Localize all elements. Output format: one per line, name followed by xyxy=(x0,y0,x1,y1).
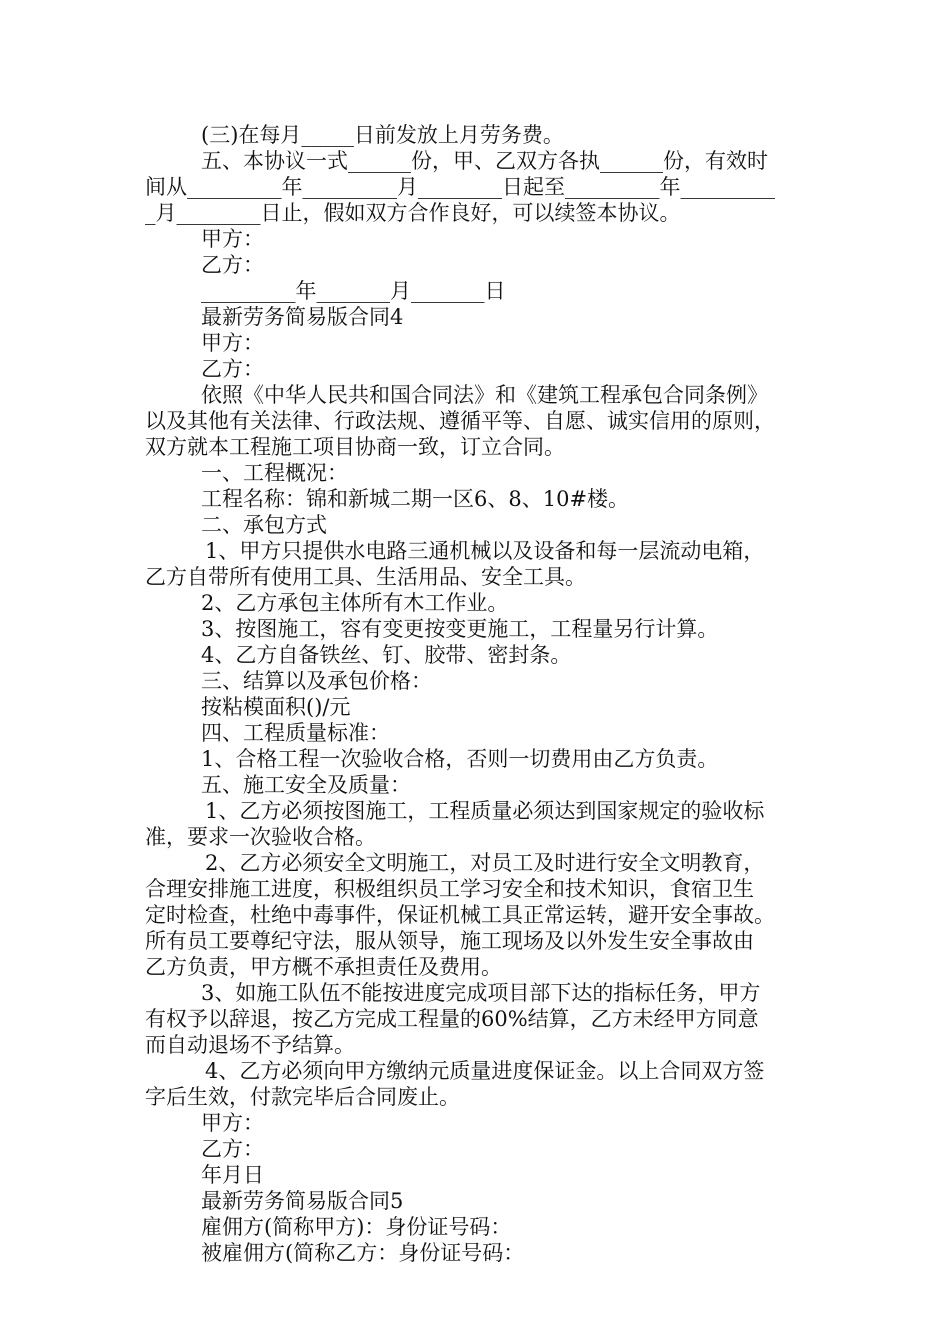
text-line: 乙方负责，甲方概不承担责任及费用。 xyxy=(145,955,502,979)
text-line: 乙方： xyxy=(201,253,264,277)
text-line: 乙方： xyxy=(201,357,264,381)
text-line: 三、结算以及承包价格： xyxy=(201,669,432,693)
text-line: 字后生效，付款完毕后合同废止。 xyxy=(145,1085,460,1109)
text-line: 年月日 xyxy=(201,1163,264,1187)
text-line: 五、本协议一式______份，甲、乙双方各执______份，有效时 xyxy=(201,149,768,173)
text-line: 工程名称：锦和新城二期一区6、8、10#楼。 xyxy=(201,487,630,511)
text-line: 甲方： xyxy=(201,1111,264,1135)
text-line: 依照《中华人民共和国合同法》和《建筑工程承包合同条例》 xyxy=(201,383,768,407)
text-line: 最新劳务简易版合同5 xyxy=(201,1189,404,1213)
text-line: 3、如施工队伍不能按进度完成项目部下达的指标任务，甲方 xyxy=(201,981,761,1005)
text-line: 双方就本工程施工项目协商一致，订立合同。 xyxy=(145,435,565,459)
text-line: 乙方： xyxy=(201,1137,264,1161)
text-line: _________年_______月_______日 xyxy=(201,279,506,303)
text-line: 4、乙方必须向甲方缴纳元质量进度保证金。以上合同双方签 xyxy=(205,1059,765,1083)
text-line: 以及其他有关法律、行政法规、遵循平等、自愿、诚实信用的原则， xyxy=(145,409,775,433)
text-line: 1、乙方必须按图施工，工程质量必须达到国家规定的验收标 xyxy=(205,799,765,823)
text-line: 四、工程质量标准： xyxy=(201,721,390,745)
text-line: 4、乙方自备铁丝、钉、胶带、密封条。 xyxy=(201,643,572,667)
text-line: 间从_________年_________月________日起至_________年_________ xyxy=(145,175,775,199)
text-line: 3、按图施工，容有变更按变更施工，工程量另行计算。 xyxy=(201,617,719,641)
text-line: 乙方自带所有使用工具、生活用品、安全工具。 xyxy=(145,565,586,589)
text-line: 定时检查，杜绝中毒事件，保证机械工具正常运转，避开安全事故。 xyxy=(145,903,775,927)
text-line: 被雇佣方(简称乙方：身份证号码： xyxy=(201,1241,525,1265)
text-line: 一、工程概况： xyxy=(201,461,348,485)
text-line: 1、甲方只提供水电路三通机械以及设备和每一层流动电箱， xyxy=(205,539,765,563)
text-line: 最新劳务简易版合同4 xyxy=(201,305,404,329)
text-line: _月________日止，假如双方合作良好，可以续签本协议。 xyxy=(145,201,681,225)
text-line: 甲方： xyxy=(201,331,264,355)
text-line: (三)在每月_____日前发放上月劳务费。 xyxy=(201,123,564,147)
text-line: 甲方： xyxy=(201,227,264,251)
text-line: 二、承包方式 xyxy=(201,513,327,537)
text-line: 雇佣方(简称甲方)：身份证号码： xyxy=(201,1215,512,1239)
text-line: 而自动退场不予结算。 xyxy=(145,1033,355,1057)
text-line: 1、合格工程一次验收合格，否则一切费用由乙方负责。 xyxy=(201,747,719,771)
document-body xyxy=(145,122,811,1266)
text-line: 准，要求一次验收合格。 xyxy=(145,825,376,849)
text-line: 2、乙方承包主体所有木工作业。 xyxy=(201,591,509,615)
text-line: 五、施工安全及质量： xyxy=(201,773,411,797)
text-line: 2、乙方必须安全文明施工，对员工及时进行安全文明教育， xyxy=(205,851,765,875)
text-line: 按粘模面积()/元 xyxy=(201,695,351,719)
text-line: 所有员工要尊纪守法，服从领导，施工现场及以外发生安全事故由 xyxy=(145,929,754,953)
text-line: 合理安排施工进度，积极组织员工学习安全和技术知识，食宿卫生 xyxy=(145,877,754,901)
text-line: 有权予以辞退，按乙方完成工程量的60%结算，乙方未经甲方同意 xyxy=(145,1007,759,1031)
